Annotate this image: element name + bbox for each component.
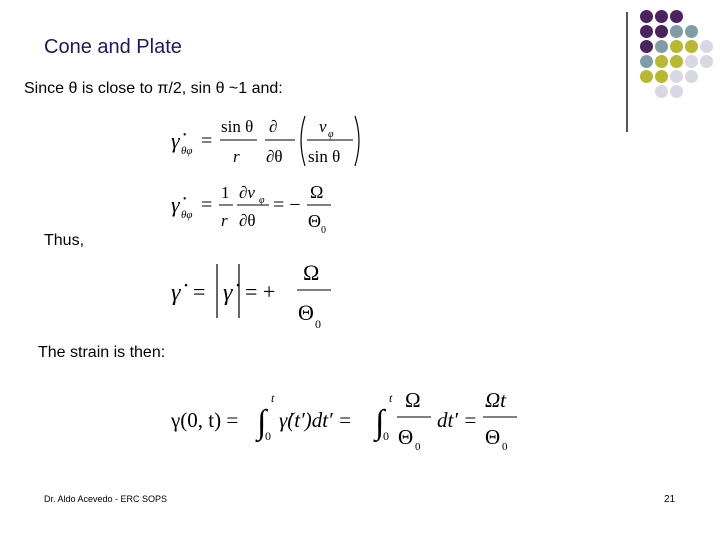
eq3-abs-content: γ̇ [223, 280, 233, 306]
eq2-equals-minus: = − [273, 194, 301, 216]
eq4-frac-num: Ω [405, 388, 421, 412]
decorative-divider [626, 12, 628, 132]
eq4-integrand: γ̇(t′)dt′ = [279, 408, 353, 432]
eq2-equals: = [201, 194, 213, 216]
decorative-dot [640, 10, 653, 23]
decorative-dot [685, 25, 698, 38]
eq1-num3-sub: φ [328, 129, 334, 140]
eq4-lhs: γ(0, t) = [171, 408, 239, 432]
decorative-dot [655, 70, 668, 83]
eq1-lhs: γ̇ [171, 128, 180, 153]
eq4-frac-den: Θ [398, 425, 414, 449]
eq1-den3: sin θ [308, 147, 341, 166]
footer-author: Dr. Aldo Acevedo - ERC SOPS [44, 494, 168, 504]
eq2-den3-sub: 0 [321, 225, 326, 236]
eq3-den: Θ [298, 300, 314, 325]
eq2-lhs-sub: θφ [181, 209, 193, 221]
decorative-dot [655, 10, 668, 23]
eq2-den3: Θ [308, 211, 321, 231]
eq1-den2: ∂θ [266, 147, 283, 166]
decorative-dot [685, 70, 698, 83]
decorative-dot-grid [640, 10, 720, 120]
eq2-num2: ∂v [239, 183, 255, 202]
eq2-num3: Ω [310, 182, 324, 202]
eq2-num2-sub: φ [259, 195, 265, 206]
eq4-int2-upper: t [389, 391, 393, 405]
eq1-lhs-sub: θφ [181, 145, 193, 157]
eq3-lhs: γ̇ [171, 280, 181, 306]
eq1-num3: v [319, 117, 327, 136]
page-number: 21 [664, 494, 676, 505]
decorative-dot [670, 85, 683, 98]
intro-text: Since θ is close to π/2, sin θ ~1 and: [24, 80, 283, 97]
eq2-den2: ∂θ [239, 211, 256, 230]
decorative-dot [655, 55, 668, 68]
eq3-equals: = [193, 279, 206, 304]
eq2-lhs: γ̇ [171, 192, 180, 217]
slide-title: Cone and Plate [44, 36, 182, 58]
decorative-dot [670, 10, 683, 23]
decorative-dot [640, 25, 653, 38]
eq4-res-num: Ωt [485, 388, 507, 412]
thus-label: Thus, [44, 232, 85, 249]
eq4-int-lower: 0 [265, 429, 271, 443]
equation-shear-rate-1 [165, 108, 365, 174]
decorative-dot [685, 40, 698, 53]
eq4-res-den: Θ [485, 425, 501, 449]
eq4-integral-1: ∫ [257, 404, 267, 441]
eq2-num1: 1 [221, 183, 230, 202]
eq4-tail: dt′ = [437, 408, 478, 432]
decorative-dot [655, 85, 668, 98]
decorative-dot [655, 25, 668, 38]
eq4-res-den-sub: 0 [502, 441, 508, 453]
eq1-den1: r [233, 147, 240, 166]
eq2-den1: r [221, 211, 228, 230]
decorative-dot [700, 40, 713, 53]
decorative-dot [670, 40, 683, 53]
decorative-dot [640, 40, 653, 53]
decorative-dot [655, 40, 668, 53]
eq1-num2: ∂ [269, 117, 278, 136]
equation-shear-rate-abs [165, 258, 345, 334]
decorative-dot [670, 55, 683, 68]
eq3-equals-plus: = + [245, 279, 276, 304]
decorative-dot [670, 25, 683, 38]
eq1-equals: = [201, 130, 213, 152]
eq3-num: Ω [303, 260, 320, 285]
decorative-dot [640, 55, 653, 68]
decorative-dot [685, 55, 698, 68]
eq4-int2-lower: 0 [383, 429, 389, 443]
decorative-dot [640, 70, 653, 83]
eq3-den-sub: 0 [315, 317, 321, 331]
eq4-frac-den-sub: 0 [415, 441, 421, 453]
eq4-integral-2: ∫ [375, 404, 385, 441]
equation-strain [165, 384, 535, 454]
equation-shear-rate-2 [165, 178, 345, 238]
eq1-num1: sin θ [221, 117, 254, 136]
decorative-dot [670, 70, 683, 83]
eq4-int-upper: t [271, 391, 275, 405]
decorative-dot [700, 55, 713, 68]
strain-label: The strain is then: [38, 344, 166, 361]
